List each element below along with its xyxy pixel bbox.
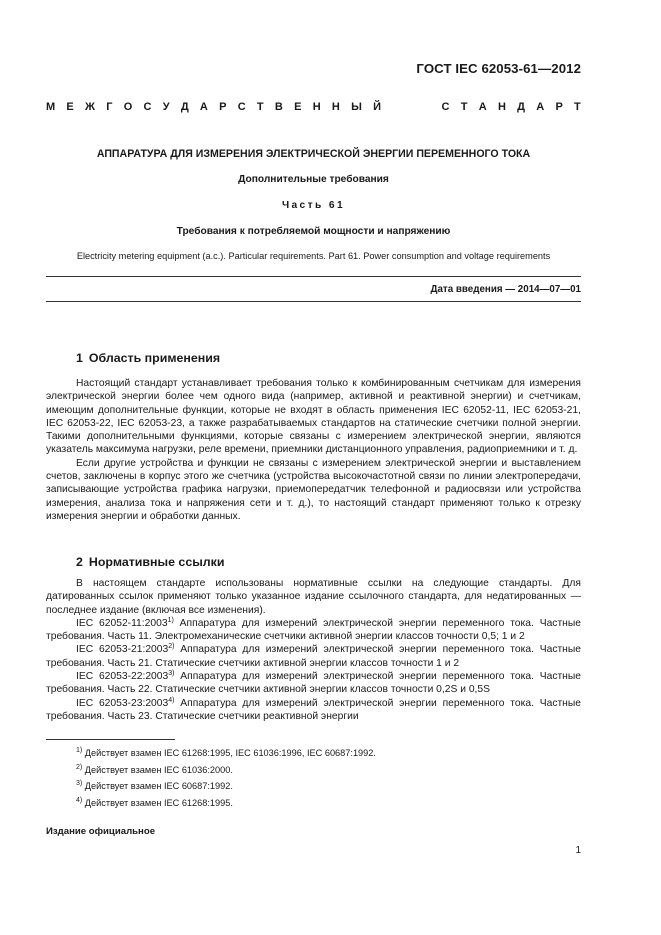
reference-code: IEC 62053-23:2003 bbox=[76, 697, 169, 709]
section-number: 1 bbox=[76, 351, 83, 365]
heading-letter: Н bbox=[312, 101, 321, 113]
heading-letter: Д bbox=[517, 101, 525, 113]
footnote-mark: 1) bbox=[76, 747, 83, 754]
heading-letter: С bbox=[441, 101, 450, 113]
heading-letter: Е bbox=[66, 101, 74, 113]
section-body-scope bbox=[46, 377, 581, 523]
section-title: Область применения bbox=[88, 351, 221, 365]
footnote-divider bbox=[46, 739, 175, 740]
reference-code: IEC 62053-22:2003 bbox=[76, 671, 169, 683]
heading-letter: С bbox=[237, 101, 246, 113]
footnote-text: Действует взамен IEC 61268:1995. bbox=[84, 797, 233, 808]
heading-letter: Й bbox=[373, 101, 382, 113]
footnote-mark: 3) bbox=[168, 670, 175, 678]
reference-text: Аппаратура для измерений электрической энергии переменного тока. Частные требования. Часть 22. Статические счетчики активной энергии классов точности 0,2S и 0,5S bbox=[46, 671, 582, 696]
footnote bbox=[76, 762, 376, 779]
footnote-mark: 3) bbox=[76, 780, 83, 788]
heading-letter: Е bbox=[294, 101, 302, 113]
english-title: Electricity metering equipment (a.c.). Particular requirements. Part 61. Power consumption and voltage requirements bbox=[76, 251, 551, 261]
paragraph: Если другие устройства и функции не связаны с измерением электрической энергии и выставлением счетов, заключены в корпус этого же счетчика (устройства высокочастотной связи по линии электропередачи, записывающие устройства графика нагрузки, приемопередатчик телефонной и радиосвязи или устройства измерения, анализа тока и напряжения сети и т. д.), то настоящий стандарт применяют только к отрезку измерения энергии и обработки данных. bbox=[46, 457, 581, 522]
document-part: Часть 61 bbox=[281, 200, 346, 211]
heading-letter: М bbox=[46, 101, 56, 113]
document-subtitle: Дополнительные требования bbox=[238, 174, 389, 185]
heading-letter: А bbox=[536, 101, 545, 113]
document-code: ГОСТ IEC 62053-61—2012 bbox=[416, 61, 581, 76]
heading-letter: Р bbox=[219, 101, 227, 113]
heading-letter: А bbox=[199, 101, 208, 113]
heading-letter: Т bbox=[256, 101, 264, 113]
word-gap bbox=[392, 101, 430, 113]
footnote bbox=[76, 778, 376, 795]
footnote-mark: 1) bbox=[167, 616, 174, 624]
footnote-text: Действует взамен IEC 61268:1995, IEC 61036:1996, IEC 60687:1992. bbox=[84, 748, 376, 758]
heading-letter: Ж bbox=[85, 101, 95, 113]
heading-letter: Г bbox=[106, 101, 113, 113]
page-number: 1 bbox=[575, 845, 581, 856]
heading-letter: У bbox=[162, 101, 170, 113]
reference-item bbox=[46, 670, 581, 697]
heading-letter: Т bbox=[574, 101, 581, 113]
footnote-mark: 4) bbox=[168, 696, 175, 704]
reference-text: Аппаратура для измерений электрической энергии переменного тока. Частные требования. Часть 11. Электромеханические счетчики активной энергии классов точности 0,5; 1 и 2 bbox=[46, 617, 581, 643]
heading-letter: Д bbox=[180, 101, 189, 113]
intro-date: Дата введения — 2014—07—01 bbox=[430, 284, 581, 295]
paragraph: Настоящий стандарт устанавливает требования только к комбинированным счетчикам для измерения электрической энергии более чем одного вида (например, активной и реактивной энергии) и счетчикам, имеющим дополнительные функции, которые не входят в область применения IEC 62052-11, IEC 62053-21, IEC 62053-22, IEC 62053-23, а также разрабатываемых стандартов на статические счетчики полной энергии. Такими дополнительными функциями, которые связаны с измерением электрической энергии, являются указатель максимума нагрузки, реле времени, приемники дистанционного управления, радиоприемники и т. д. bbox=[46, 378, 581, 456]
reference-item bbox=[46, 697, 581, 724]
divider bbox=[46, 276, 581, 277]
divider bbox=[46, 301, 581, 302]
edition-label: Издание официальное bbox=[46, 826, 156, 837]
footnotes bbox=[76, 745, 376, 811]
reference-text: Аппаратура для измерений электрической энергии переменного тока. Частные требования. Часть 21. Статические счетчики активной энергии классов точности 1 и 2 bbox=[46, 644, 582, 669]
interstate-standard-heading bbox=[46, 101, 581, 113]
reference-item bbox=[46, 643, 581, 670]
section-title: Нормативные ссылки bbox=[88, 555, 225, 569]
heading-letter: Ы bbox=[351, 101, 362, 113]
heading-letter: Н bbox=[497, 101, 506, 113]
document-title: АППАРАТУРА ДЛЯ ИЗМЕРЕНИЯ ЭЛЕКТРИЧЕСКОЙ ЭНЕРГИИ ПЕРЕМЕННОГО ТОКА bbox=[96, 148, 531, 160]
footnote-text: Действует взамен IEC 60687:1992. bbox=[84, 781, 233, 792]
heading-letter: Н bbox=[331, 101, 340, 113]
section-body-normative-refs bbox=[46, 577, 581, 723]
footnote-mark: 2) bbox=[168, 643, 175, 651]
heading-letter: С bbox=[143, 101, 152, 113]
section-heading-scope bbox=[76, 351, 220, 365]
reference-code: IEC 62053-21:2003 bbox=[76, 644, 169, 656]
footnote bbox=[76, 745, 376, 762]
section-heading-normative-refs bbox=[76, 555, 224, 569]
heading-letter: В bbox=[274, 101, 283, 113]
heading-letter: А bbox=[478, 101, 487, 113]
paragraph: В настоящем стандарте использованы нормативные ссылки на следующие стандарты. Для датированных ссылок применяют только указанное издание ссылочного стандарта, для недатированных — последнее издание (включая все изменения). bbox=[46, 578, 581, 616]
heading-letter: Р bbox=[555, 101, 563, 113]
reference-text: Аппаратура для измерений электрической энергии переменного тока. Частные требования. Часть 23. Статические счетчики реактивной энергии bbox=[46, 697, 582, 722]
reference-item bbox=[46, 617, 581, 644]
footnote-mark: 2) bbox=[76, 763, 83, 771]
section-number: 2 bbox=[76, 555, 83, 569]
footnote bbox=[76, 795, 376, 812]
footnote-mark: 4) bbox=[76, 796, 83, 804]
heading-letter: О bbox=[123, 101, 133, 113]
heading-letter: Т bbox=[460, 101, 468, 113]
footnote-text: Действует взамен IEC 61036:2000. bbox=[84, 764, 233, 775]
document-subtitle-2: Требования к потребляемой мощности и напряжению bbox=[176, 226, 451, 237]
reference-code: IEC 62052-11:2003 bbox=[76, 617, 168, 629]
